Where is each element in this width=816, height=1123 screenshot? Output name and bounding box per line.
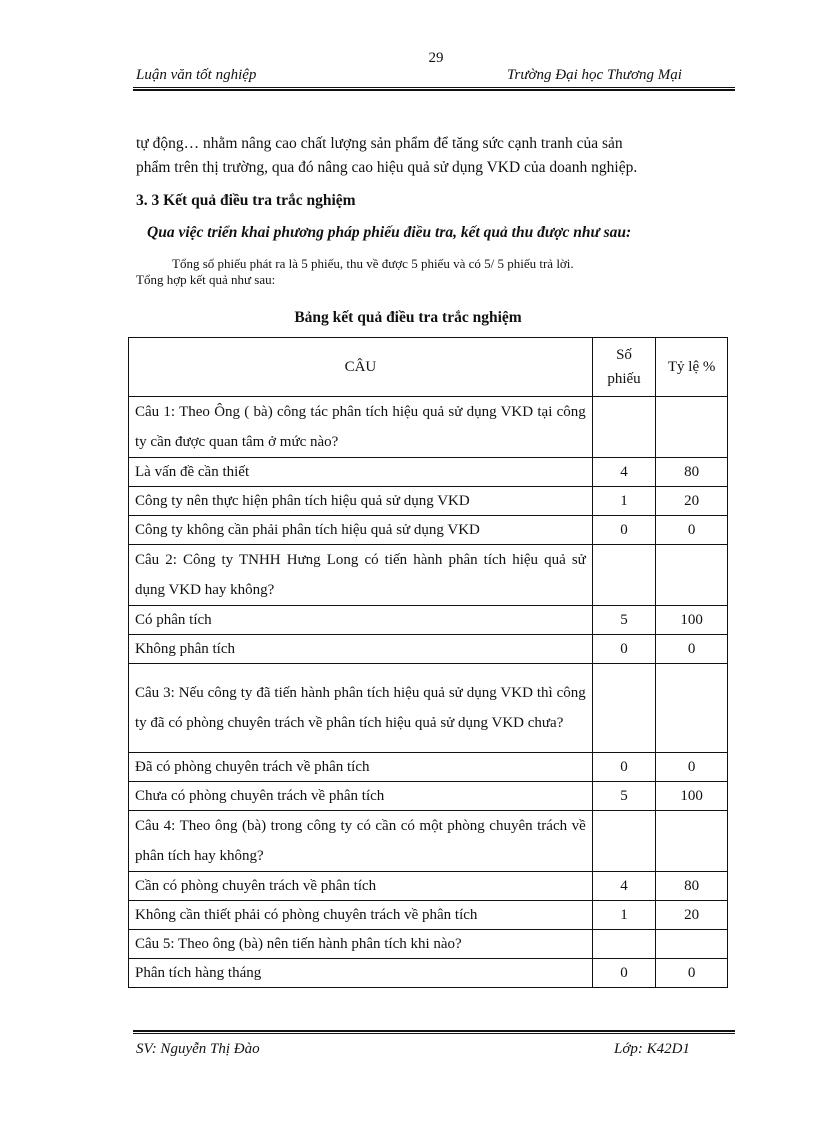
header-thesis-label: Luận văn tốt nghiệp <box>136 67 257 83</box>
footer-divider <box>133 1030 735 1034</box>
row-text: Câu 4: Theo ông (bà) trong công ty có cần có một phòng chuyên trách về phân tích hay không? <box>135 818 586 864</box>
row-percent <box>656 397 728 458</box>
row-text: Cần có phòng chuyên trách về phân tích <box>129 872 593 901</box>
row-count: 4 <box>592 872 655 901</box>
header-percent: Tỷ lệ % <box>656 338 728 397</box>
row-text: Câu 5: Theo ông (bà) nên tiến hành phân tích khi nào? <box>129 930 593 959</box>
row-count: 1 <box>592 901 655 930</box>
row-count: 5 <box>592 782 655 811</box>
row-text: Không phân tích <box>129 635 593 664</box>
row-text: Câu 1: Theo Ông ( bà) công tác phân tích hiệu quả sử dụng VKD tại công ty cần được quan tâm ở mức nào? <box>135 404 586 450</box>
row-percent <box>656 545 728 606</box>
row-text: Có phân tích <box>129 606 593 635</box>
row-count: 0 <box>592 753 655 782</box>
table-row <box>129 959 728 988</box>
row-count: 1 <box>592 487 655 516</box>
table-row <box>129 516 728 545</box>
table-row <box>129 635 728 664</box>
table-row <box>129 397 728 458</box>
table-title: Bảng kết quả điều tra trắc nghiệm <box>294 309 522 326</box>
row-count <box>592 811 655 872</box>
row-percent: 0 <box>656 959 728 988</box>
row-text: Công ty nên thực hiện phân tích hiệu quả sử dụng VKD <box>129 487 593 516</box>
row-text: Là vấn đề cần thiết <box>129 458 593 487</box>
row-percent <box>656 930 728 959</box>
row-percent: 80 <box>656 458 728 487</box>
row-text: Câu 2: Công ty TNHH Hưng Long có tiến hành phân tích hiệu quả sử dụng VKD hay không? <box>135 552 586 598</box>
row-count <box>592 545 655 606</box>
row-percent: 0 <box>656 635 728 664</box>
paragraph-line-1: tự động… nhằm nâng cao chất lượng sản phẩm để tăng sức cạnh tranh của sản <box>136 135 623 152</box>
table-row <box>129 901 728 930</box>
row-percent: 0 <box>656 516 728 545</box>
row-text: Phân tích hàng tháng <box>129 959 593 988</box>
table-row <box>129 753 728 782</box>
row-percent: 20 <box>656 487 728 516</box>
row-count: 0 <box>592 516 655 545</box>
header-university: Trường Đại học Thương Mại <box>507 67 682 83</box>
survey-summary-line-1: Tổng số phiếu phát ra là 5 phiếu, thu về được 5 phiếu và có 5/ 5 phiếu trả lời. <box>172 256 574 271</box>
table-row <box>129 458 728 487</box>
row-count: 5 <box>592 606 655 635</box>
header-count: Số phiếu <box>592 338 655 397</box>
table-row <box>129 782 728 811</box>
row-count: 4 <box>592 458 655 487</box>
footer-class: Lớp: K42D1 <box>614 1041 690 1057</box>
subheading: Qua việc triển khai phương pháp phiếu điều tra, kết quả thu được như sau: <box>147 224 632 241</box>
row-count <box>592 397 655 458</box>
row-percent <box>656 664 728 753</box>
table-row <box>129 606 728 635</box>
table-row <box>129 487 728 516</box>
row-percent: 20 <box>656 901 728 930</box>
row-percent: 80 <box>656 872 728 901</box>
row-percent <box>656 811 728 872</box>
section-heading: 3. 3 Kết quả điều tra trắc nghiệm <box>136 192 356 209</box>
table-row <box>129 664 728 753</box>
table-row <box>129 930 728 959</box>
row-text: Đã có phòng chuyên trách về phân tích <box>129 753 593 782</box>
row-count <box>592 664 655 753</box>
row-percent: 0 <box>656 753 728 782</box>
survey-results-table <box>128 337 728 988</box>
header-divider <box>133 87 735 91</box>
row-percent: 100 <box>656 782 728 811</box>
paragraph-line-2: phẩm trên thị trường, qua đó nâng cao hiệu quả sử dụng VKD của doanh nghiệp. <box>136 159 638 176</box>
page-number: 29 <box>428 50 444 66</box>
row-text: Chưa có phòng chuyên trách về phân tích <box>129 782 593 811</box>
table-row <box>129 811 728 872</box>
survey-summary-line-2: Tổng hợp kết quả như sau: <box>136 272 276 287</box>
row-percent: 100 <box>656 606 728 635</box>
table-header-row <box>129 338 728 397</box>
row-text: Không cần thiết phải có phòng chuyên trách về phân tích <box>129 901 593 930</box>
header-question: CÂU <box>129 338 593 397</box>
table-row <box>129 545 728 606</box>
row-text: Công ty không cần phải phân tích hiệu quả sử dụng VKD <box>129 516 593 545</box>
footer-student-name: SV: Nguyễn Thị Đào <box>136 1041 260 1057</box>
row-count: 0 <box>592 959 655 988</box>
row-count: 0 <box>592 635 655 664</box>
row-count <box>592 930 655 959</box>
row-text: Câu 3: Nếu công ty đã tiến hành phân tích hiệu quả sử dụng VKD thì công ty đã có phòng chuyên trách về phân tích hiệu quả sử dụng VKD chưa? <box>135 685 586 731</box>
table-row <box>129 872 728 901</box>
